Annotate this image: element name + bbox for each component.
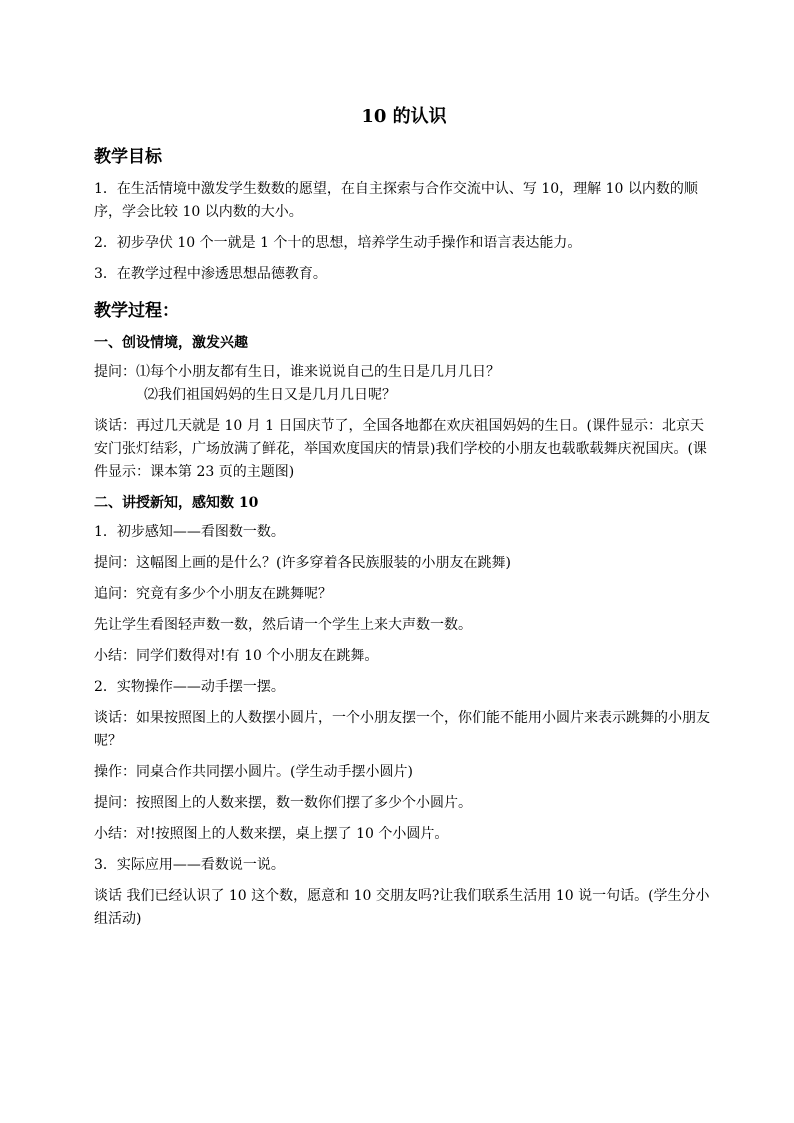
goal-item: 2．初步孕伏 10 个一就是 1 个十的思想，培养学生动手操作和语言表达能力。 bbox=[94, 235, 582, 251]
goal-item: 1．在生活情境中激发学生数数的愿望，在自主探索与合作交流中认、写 10，理解 10 以内数的顺序，学会比较 10 以内数的大小。 bbox=[94, 181, 698, 220]
paragraph: 谈话 我们已经认识了 10 这个数，愿意和 10 交朋友吗?让我们联系生活用 10 说一句话。(学生分小组活动) bbox=[94, 888, 710, 927]
part2-heading: 二、讲授新知，感知数 10 bbox=[94, 495, 259, 511]
goal-item: 3．在教学过程中渗透思想品德教育。 bbox=[94, 266, 327, 282]
paragraph: 提问：按照图上的人数来摆，数一数你们摆了多少个小圆片。 bbox=[94, 795, 472, 811]
document-page bbox=[94, 104, 714, 939]
paragraph: 小结：对!按照图上的人数来摆，桌上摆了 10 个小圆片。 bbox=[94, 826, 449, 842]
paragraph: 谈话：如果按照图上的人数摆小圆片，一个小朋友摆一个，你们能不能用小圆片来表示跳舞的小朋友呢？ bbox=[94, 710, 710, 749]
paragraph: 追问：究竟有多少个小朋友在跳舞呢？ bbox=[94, 586, 332, 602]
paragraph: 2．实物操作——动手摆一摆。 bbox=[94, 679, 285, 695]
paragraph: 先让学生看图轻声数一数，然后请一个学生上来大声数一数。 bbox=[94, 617, 472, 633]
paragraph: 3．实际应用——看数说一说。 bbox=[94, 857, 285, 873]
goals-heading: 教学目标 bbox=[94, 147, 162, 167]
paragraph: 提问：⑴每个小朋友都有生日，谁来说说自己的生日是几月几日？ bbox=[94, 364, 500, 380]
paragraph: ⑵我们祖国妈妈的生日又是几月几日呢？ bbox=[144, 387, 396, 403]
part1-heading: 一、创设情境，激发兴趣 bbox=[94, 335, 248, 351]
paragraph: 1．初步感知——看图数一数。 bbox=[94, 524, 285, 540]
paragraph: 小结：同学们数得对!有 10 个小朋友在跳舞。 bbox=[94, 648, 379, 664]
paragraph: 谈话：再过几天就是 10 月 1 日国庆节了，全国各地都在欢庆祖国妈妈的生日。(课件显示：北京天安门张灯结彩，广场放满了鲜花，举国欢度国庆的情景)我们学校的小朋友也载歌载舞庆祝国庆。(课件显示：课本第 23 页的主题图) bbox=[94, 418, 707, 480]
paragraph: 操作：同桌合作共同摆小圆片。(学生动手摆小圆片) bbox=[94, 764, 413, 780]
page-title: 10 的认识 bbox=[361, 106, 447, 127]
paragraph: 提问：这幅图上画的是什么？(许多穿着各民族服装的小朋友在跳舞) bbox=[94, 555, 511, 571]
process-heading: 教学过程： bbox=[94, 301, 179, 321]
